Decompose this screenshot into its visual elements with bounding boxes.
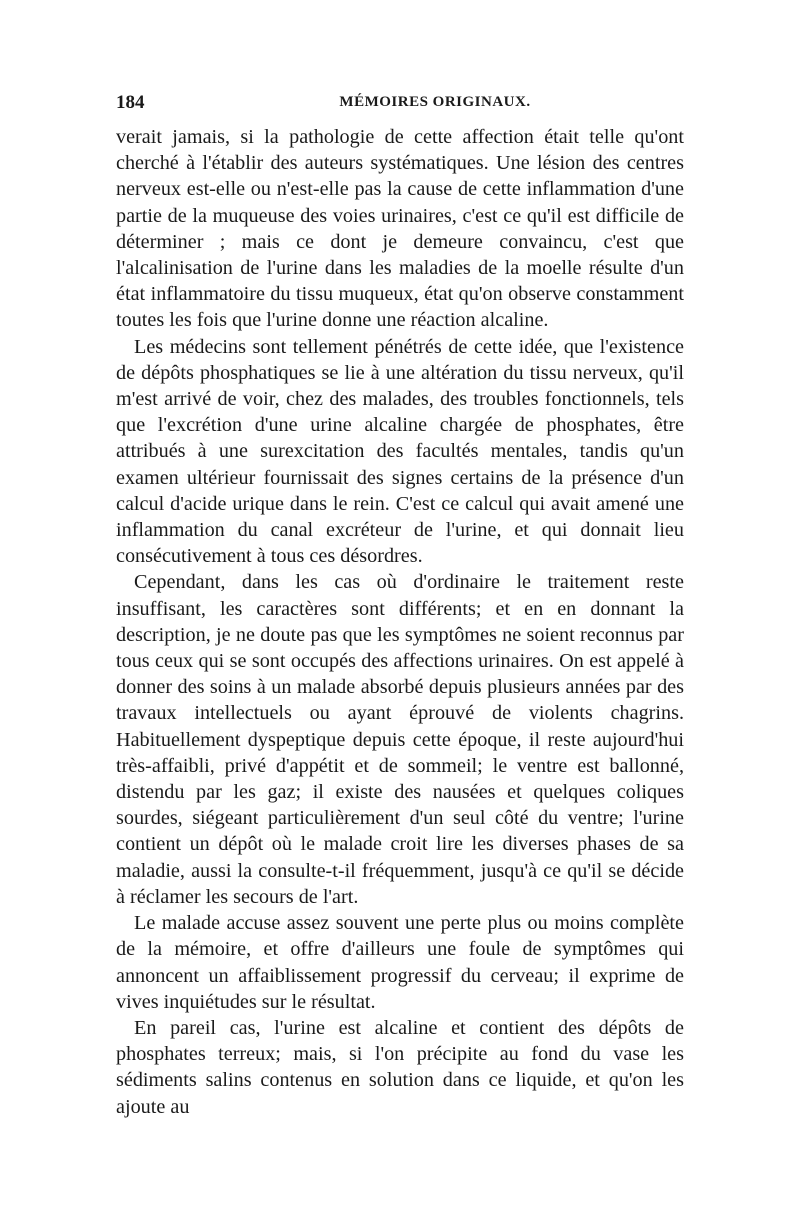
- running-title: MÉMOIRES ORIGINAUX.: [339, 94, 531, 110]
- paragraph: Cependant, dans les cas où d'ordinaire le traitement reste insuffisant, les caractères sont différents; et en en donnant la description, je ne doute pas que les symptômes ne soient reconnus par tous ceux qui se sont occupés des affections urinaires. On est appelé à donner des soins à un malade absorbé depuis plusieurs années par des travaux intellectuels ou ayant éprouvé de violents chagrins. Habituellement dyspeptique depuis cette époque, il reste aujourd'hui très-affaibli, privé d'appétit et de sommeil; le ventre est ballonné, distendu par les gaz; il existe des nausées et quelques coliques sourdes, siégeant particulièrement d'un seul côté du ventre; l'urine contient un dépôt où le malade croit lire les diverses phases de sa maladie, aussi la consulte-t-il fréquemment, jusqu'à ce qu'il se décide à réclamer les secours de l'art.: [116, 571, 684, 908]
- book-page: [116, 92, 684, 1120]
- body-text: [116, 124, 684, 1120]
- paragraph: En pareil cas, l'urine est alcaline et contient des dépôts de phosphates terreux; mais, si l'on précipite au fond du vase les sédiments salins contenus en solution dans ce liquide, et qu'on les ajoute au: [116, 1016, 684, 1118]
- paragraph: Le malade accuse assez souvent une perte plus ou moins complète de la mémoire, et offre d'ailleurs une foule de symptômes qui annoncent un affaiblissement progressif du cerveau; il exprime de vives inquiétudes sur le résultat.: [116, 912, 684, 1013]
- running-head: [116, 92, 684, 120]
- paragraph-continued: verait jamais, si la pathologie de cette affection était telle qu'ont cherché à l'établir des auteurs systématiques. Une lésion des centres nerveux est-elle ou n'est-elle pas la cause de cette inflammation d'une partie de la muqueuse des voies urinaires, c'est ce qu'il est difficile de déterminer ; mais ce dont je demeure convaincu, c'est que l'alcalinisation de l'urine dans les maladies de la moelle résulte d'un état inflammatoire du tissu muqueux, état qu'on observe constamment toutes les fois que l'urine donne une réaction alcaline.: [116, 126, 684, 332]
- page-number: 184: [116, 92, 145, 113]
- paragraph: Les médecins sont tellement pénétrés de cette idée, que l'existence de dépôts phosphatiques se lie à une altération du tissu nerveux, qu'il m'est arrivé de voir, chez des malades, des troubles fonctionnels, tels que l'excrétion d'une urine alcaline chargée de phosphates, être attribués à une surexcitation des facultés mentales, tandis qu'un examen ultérieur fournissait des signes certains de la présence d'un calcul d'acide urique dans le rein. C'est ce calcul qui avait amené une inflammation du canal excréteur de l'urine, et qui donnait lieu consécutivement à tous ces désordres.: [116, 335, 684, 568]
